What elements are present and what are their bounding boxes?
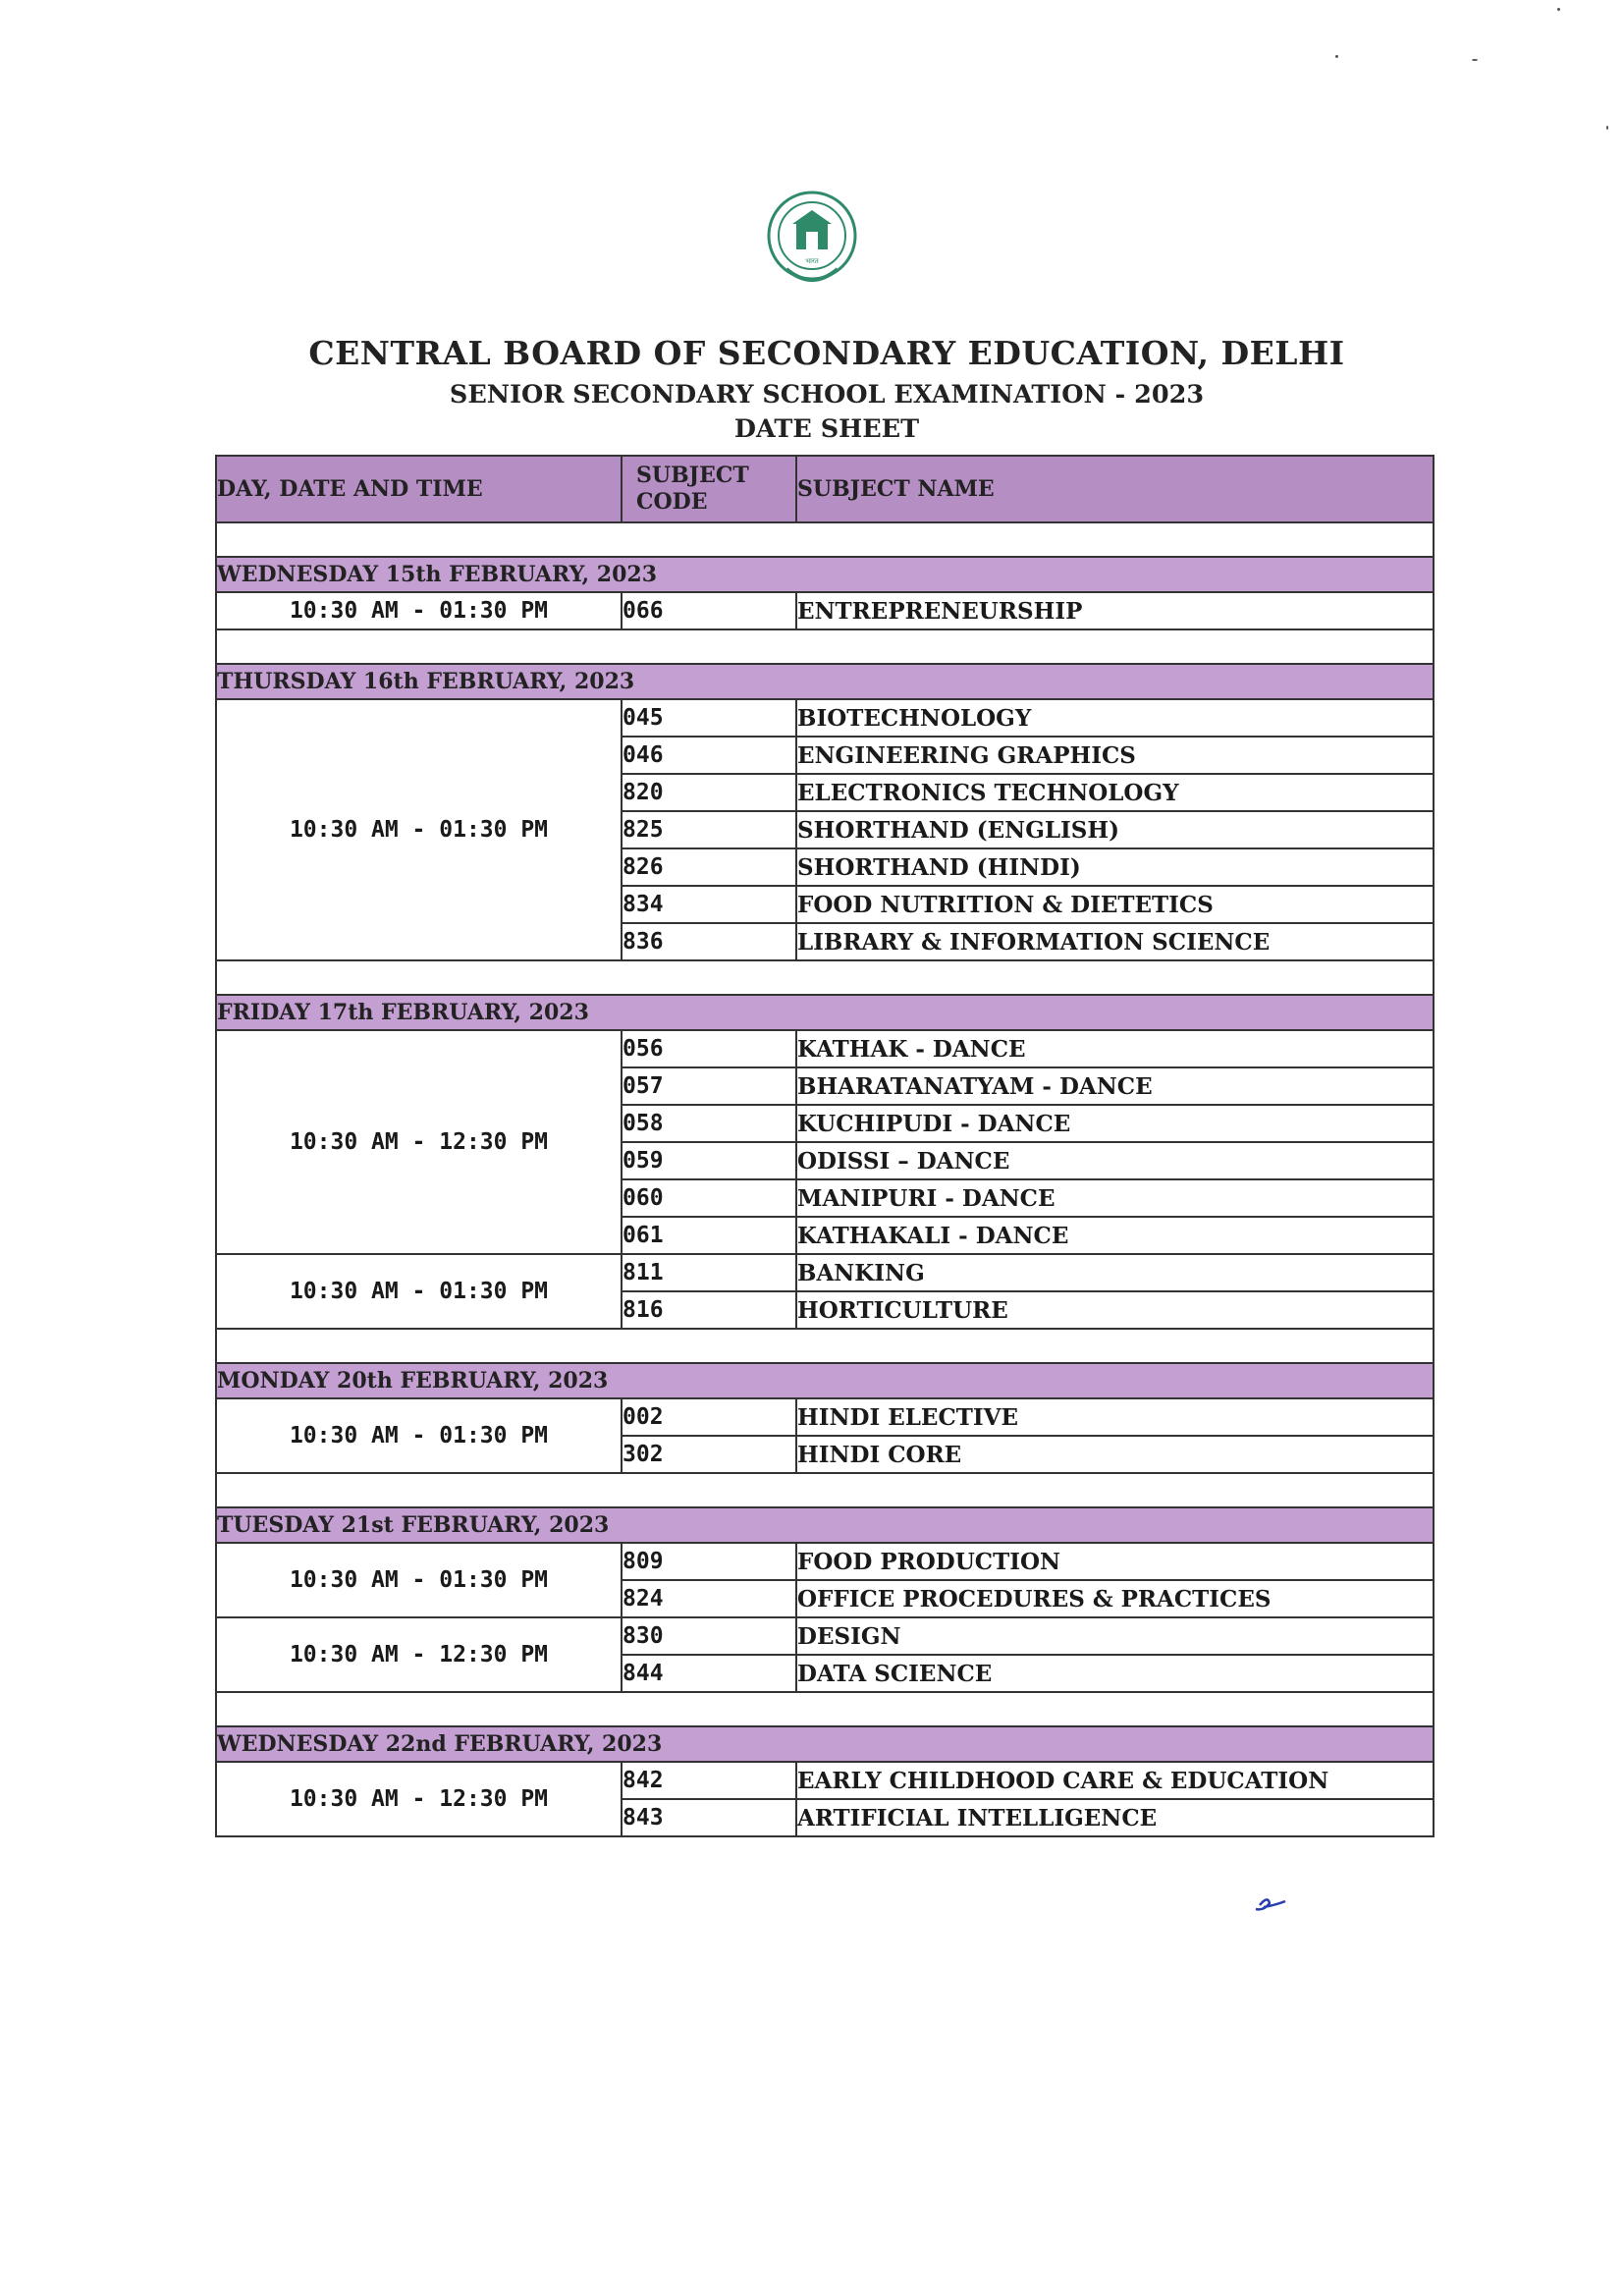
cbse-logo [763,189,861,301]
subject-code: 824 [622,1580,796,1617]
subject-name: MANIPURI - DANCE [796,1179,1434,1217]
table-row [216,1030,1434,1067]
day-row [216,1363,1434,1398]
subject-name: FOOD NUTRITION & DIETETICS [796,886,1434,923]
exam-time: 10:30 AM - 01:30 PM [216,1398,622,1473]
table-row [216,1254,1434,1291]
subject-name: ENGINEERING GRAPHICS [796,737,1434,774]
table-row [216,1398,1434,1436]
day-row [216,995,1434,1030]
subject-code: 844 [622,1655,796,1692]
subject-name: DESIGN [796,1617,1434,1655]
subject-code: 842 [622,1762,796,1799]
signature-mark [1250,1893,1289,1915]
subject-code: 302 [622,1436,796,1473]
spacer-row [216,522,1434,557]
subject-code: 058 [622,1105,796,1142]
spacer-row [216,1329,1434,1363]
subject-code: 830 [622,1617,796,1655]
subject-code: 045 [622,699,796,737]
subject-code: 834 [622,886,796,923]
subject-code: 056 [622,1030,796,1067]
exam-time: 10:30 AM - 01:30 PM [216,699,622,960]
subject-name: DATA SCIENCE [796,1655,1434,1692]
subject-name: ELECTRONICS TECHNOLOGY [796,774,1434,811]
subject-name: ENTREPRENEURSHIP [796,592,1434,629]
subject-code: 836 [622,923,796,960]
subject-code: 061 [622,1217,796,1254]
table-row [216,1617,1434,1655]
day-label: TUESDAY 21st FEBRUARY, 2023 [216,1507,1434,1543]
subject-code: 825 [622,811,796,848]
exam-time: 10:30 AM - 12:30 PM [216,1762,622,1836]
spacer-cell [216,960,1434,995]
exam-time: 10:30 AM - 01:30 PM [216,1254,622,1329]
exam-time: 10:30 AM - 01:30 PM [216,1543,622,1617]
spacer-cell [216,522,1434,557]
subject-name: OFFICE PROCEDURES & PRACTICES [796,1580,1434,1617]
spacer-cell [216,1692,1434,1726]
subject-name: SHORTHAND (HINDI) [796,848,1434,886]
scan-speck [1472,59,1478,61]
subject-code: 811 [622,1254,796,1291]
spacer-cell [216,1473,1434,1507]
day-label: FRIDAY 17th FEBRUARY, 2023 [216,995,1434,1030]
date-sheet-table [215,455,1435,1837]
scan-speck [1557,8,1560,11]
table-row [216,1762,1434,1799]
subject-code: 826 [622,848,796,886]
scan-speck [1606,126,1608,130]
subject-code: 060 [622,1179,796,1217]
board-title: CENTRAL BOARD OF SECONDARY EDUCATION, DELHI [308,334,1345,372]
subject-code: 046 [622,737,796,774]
spacer-row [216,1692,1434,1726]
subject-name: KATHAKALI - DANCE [796,1217,1434,1254]
subject-name: KATHAK - DANCE [796,1030,1434,1067]
day-row [216,557,1434,592]
subject-code: 820 [622,774,796,811]
subject-name: HORTICULTURE [796,1291,1434,1329]
table-row [216,592,1434,629]
day-row [216,664,1434,699]
day-row [216,1507,1434,1543]
subject-code: 066 [622,592,796,629]
subject-name: LIBRARY & INFORMATION SCIENCE [796,923,1434,960]
subject-name: BIOTECHNOLOGY [796,699,1434,737]
subject-name: BANKING [796,1254,1434,1291]
spacer-row [216,1473,1434,1507]
column-header-name: SUBJECT NAME [796,456,1434,522]
column-header-code: SUBJECT CODE [622,456,796,522]
table-header-row [216,456,1434,522]
spacer-row [216,629,1434,664]
day-label: WEDNESDAY 15th FEBRUARY, 2023 [216,557,1434,592]
subject-code: 843 [622,1799,796,1836]
column-header-day: DAY, DATE AND TIME [216,456,622,522]
table-row [216,1543,1434,1580]
subject-name: HINDI ELECTIVE [796,1398,1434,1436]
day-label: THURSDAY 16th FEBRUARY, 2023 [216,664,1434,699]
scan-speck [1335,55,1338,58]
day-label: MONDAY 20th FEBRUARY, 2023 [216,1363,1434,1398]
exam-time: 10:30 AM - 12:30 PM [216,1617,622,1692]
subject-code: 816 [622,1291,796,1329]
subject-name: HINDI CORE [796,1436,1434,1473]
exam-title: SENIOR SECONDARY SCHOOL EXAMINATION - 2023 [449,380,1205,410]
spacer-cell [216,1329,1434,1363]
subject-name: SHORTHAND (ENGLISH) [796,811,1434,848]
svg-text:भारत: भारत [805,257,819,265]
subject-code: 002 [622,1398,796,1436]
subject-name: FOOD PRODUCTION [796,1543,1434,1580]
subject-name: BHARATANATYAM - DANCE [796,1067,1434,1105]
exam-time: 10:30 AM - 01:30 PM [216,592,622,629]
table-row [216,699,1434,737]
subject-name: KUCHIPUDI - DANCE [796,1105,1434,1142]
subject-name: EARLY CHILDHOOD CARE & EDUCATION [796,1762,1434,1799]
date-sheet-title: DATE SHEET [733,414,920,444]
day-row [216,1726,1434,1762]
subject-code: 057 [622,1067,796,1105]
subject-name: ARTIFICIAL INTELLIGENCE [796,1799,1434,1836]
subject-code: 059 [622,1142,796,1179]
exam-time: 10:30 AM - 12:30 PM [216,1030,622,1254]
spacer-cell [216,629,1434,664]
subject-code: 809 [622,1543,796,1580]
day-label: WEDNESDAY 22nd FEBRUARY, 2023 [216,1726,1434,1762]
spacer-row [216,960,1434,995]
subject-name: ODISSI – DANCE [796,1142,1434,1179]
